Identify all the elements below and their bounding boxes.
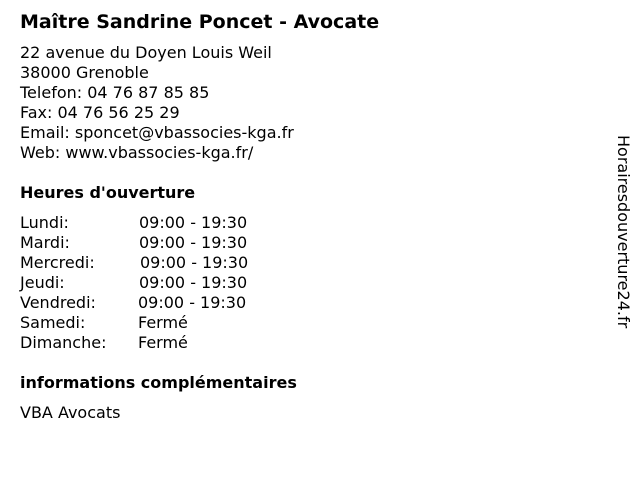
hours-time: 09:00 - 19:30 bbox=[139, 273, 248, 292]
hours-time: 09:00 - 19:30 bbox=[140, 253, 249, 272]
hours-day: Mercredi: bbox=[20, 253, 95, 272]
fax-line: Fax: 04 76 56 25 29 bbox=[20, 103, 180, 122]
contact-block bbox=[20, 43, 294, 163]
hours-day: Dimanche: bbox=[20, 333, 107, 352]
email-line: Email: sponcet@vbassocies-kga.fr bbox=[20, 123, 294, 142]
hours-day: Lundi: bbox=[20, 213, 69, 232]
site-watermark: Horairesdouverture24.fr bbox=[614, 135, 633, 329]
address-line-1: 22 avenue du Doyen Louis Weil bbox=[20, 43, 272, 62]
web-line: Web: www.vbassocies-kga.fr/ bbox=[20, 143, 254, 162]
hours-time: 09:00 - 19:30 bbox=[138, 293, 247, 312]
hours-time: Fermé bbox=[138, 333, 188, 352]
hours-day: Vendredi: bbox=[20, 293, 96, 312]
hours-time: 09:00 - 19:30 bbox=[139, 233, 248, 252]
hours-day: Jeudi: bbox=[20, 273, 65, 292]
address-line-2: 38000 Grenoble bbox=[20, 63, 149, 82]
hours-time: Fermé bbox=[138, 313, 188, 332]
info-text: VBA Avocats bbox=[20, 403, 121, 422]
hours-day: Mardi: bbox=[20, 233, 70, 252]
page-title: Maître Sandrine Poncet - Avocate bbox=[20, 11, 380, 33]
hours-time: 09:00 - 19:30 bbox=[139, 213, 248, 232]
hours-day: Samedi: bbox=[20, 313, 86, 332]
hours-heading: Heures d'ouverture bbox=[20, 183, 196, 202]
info-heading: informations complémentaires bbox=[20, 373, 297, 392]
phone-line: Telefon: 04 76 87 85 85 bbox=[20, 83, 210, 102]
